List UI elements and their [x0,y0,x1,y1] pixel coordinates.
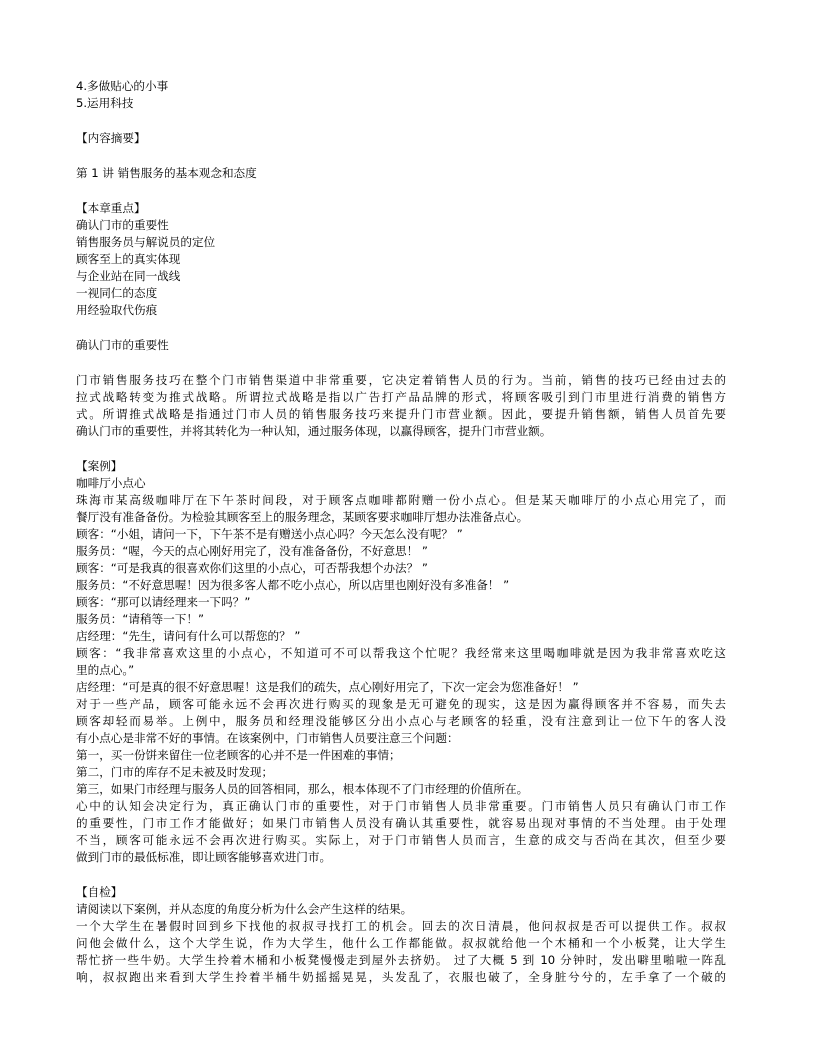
self-check-line: 响，叔叔跑出来看到大学生拎着半桶牛奶摇摇晃晃，头发乱了，衣服也破了，全身脏兮兮的，左手拿了一个破的 [76,970,726,984]
key-points-heading: 【本章重点】 [76,201,146,215]
list-item: 5.运用科技 [76,96,134,110]
case-line: 顾客：“那可以请经理来一下吗？” [76,595,251,609]
case-line: 第二，门市的库存不足未被及时发现； [76,765,274,779]
case-line: 有小点心是非常不好的事情。在该案例中，门市销售人员要注意三个问题： [76,731,459,745]
case-line: 珠海市某高级咖啡厅在下午茶时间段，对于顾客点咖啡都附赠一份小点心。但是某天咖啡厅的小点心用完了，而 [76,493,726,507]
list-item: 4.多做贴心的小事 [76,79,169,93]
paragraph-line: 拉式战略转变为推式战略。所谓拉式战略是指以广告打产品品牌的形式，将顾客吸引到门市里进行消费的销售方 [76,390,726,404]
case-line: 顾客却轻而易举。上例中，服务员和经理没能够区分出小点心与老顾客的轻重，没有注意到让一位下午的客人没 [76,714,726,728]
intro-paragraph [76,372,726,440]
key-point-item: 与企业站在同一战线 [76,269,181,283]
key-point-item: 用经验取代伤痕 [76,303,158,317]
case-line: 服务员：“不好意思喔！因为很多客人都不吃小点心，所以店里也刚好没有多准备！ ” [76,578,510,592]
self-check-body [76,901,726,986]
case-line: 服务员：“请稍等一下！” [76,612,204,626]
case-body [76,475,726,866]
case-line: 里的点心。” [76,663,135,677]
self-check-line: 问他会做什么，这个大学生说，作为大学生，他什么工作都能做。叔叔就给他一个木桶和一个小板凳，让大学生 [76,936,726,950]
case-line: 顾客：“可是我真的很喜欢你们这里的小点心，可否帮我想个办法？ ” [76,561,428,575]
case-line: 店经理：“先生，请问有什么可以帮您的？ ” [76,629,301,643]
case-line: 第一，买一份饼来留住一位老顾客的心并不是一件困难的事情； [76,748,401,762]
key-point-item: 销售服务员与解说员的定位 [76,235,216,249]
key-point-item: 确认门市的重要性 [76,218,169,232]
document-page [76,78,726,986]
self-check-line: 一个大学生在暑假时回到乡下找他的叔叔寻找打工的机会。回去的次日清晨，他问叔叔是否可以提供工作。叔叔 [76,919,726,933]
lecture-title: 第 1 讲 销售服务的基本观念和态度 [76,166,257,180]
case-line: 第三，如果门市经理与服务人员的回答相同，那么，根本体现不了门市经理的价值所在。 [76,782,529,796]
key-point-item: 顾客至上的真实体现 [76,252,181,266]
case-line: 店经理：“可是真的很不好意思喔！这是我们的疏失，点心刚好用完了，下次一定会为您准备好！ ” [76,680,579,694]
case-line: 对于一些产品，顾客可能永远不会再次进行购买的现象是无可避免的现实，这是因为赢得顾客并不容易，而失去 [76,697,726,711]
paragraph-line: 门市销售服务技巧在整个门市销售渠道中非常重要，它决定着销售人员的行为。当前，销售的技巧已经由过去的 [76,373,726,387]
self-check-heading: 【自检】 [76,885,123,899]
case-line: 咖啡厅小点心 [76,476,146,490]
case-line: 顾客：“小姐，请问一下，下午茶不是有赠送小点心吗？今天怎么没有呢？ ” [76,527,463,541]
summary-heading: 【内容摘要】 [76,131,146,145]
case-line: 的重要性，门市工作才能做好；如果门市销售人员没有确认其重要性，就容易出现对事情的不当处理。由于处理 [76,816,726,830]
section-title: 确认门市的重要性 [76,338,169,352]
case-line: 顾客：“我非常喜欢这里的小点心，不知道可不可以帮我这个忙呢？我经常来这里喝咖啡就是因为我非常喜欢吃这 [76,646,726,660]
self-check-line: 请阅读以下案例，并从态度的角度分析为什么会产生这样的结果。 [76,902,413,916]
case-line: 做到门市的最低标准，即让顾客能够喜欢进门市。 [76,850,332,864]
case-line: 餐厅没有准备备份。为检验其顾客至上的服务理念，某顾客要求咖啡厅想办法准备点心。 [76,510,529,524]
case-heading: 【案例】 [76,459,123,473]
case-line: 服务员：“喔，今天的点心刚好用完了，没有准备备份，不好意思！ ” [76,544,428,558]
paragraph-line: 确认门市的重要性，并将其转化为一种认知，通过服务体现，以赢得顾客，提升门市营业额。 [76,424,552,438]
self-check-line: 帮忙挤一些牛奶。大学生拎着木桶和小板凳慢慢走到屋外去挤奶。 过了大概 5 到 10 分钟时，发出噼里啪啦一阵乱 [76,953,726,967]
case-line: 心中的认知会决定行为，真正确认门市的重要性，对于门市销售人员非常重要。门市销售人员只有确认门市工作 [76,799,726,813]
key-point-item: 一视同仁的态度 [76,286,158,300]
paragraph-line: 式。所谓推式战略是指通过门市人员的销售服务技巧来提升门市营业额。因此，要提升销售额，销售人员首先要 [76,407,726,421]
case-line: 不当，顾客可能永远不会再次进行购买。实际上，对于门市销售人员而言，生意的成交与否尚在其次，但至少要 [76,833,726,847]
